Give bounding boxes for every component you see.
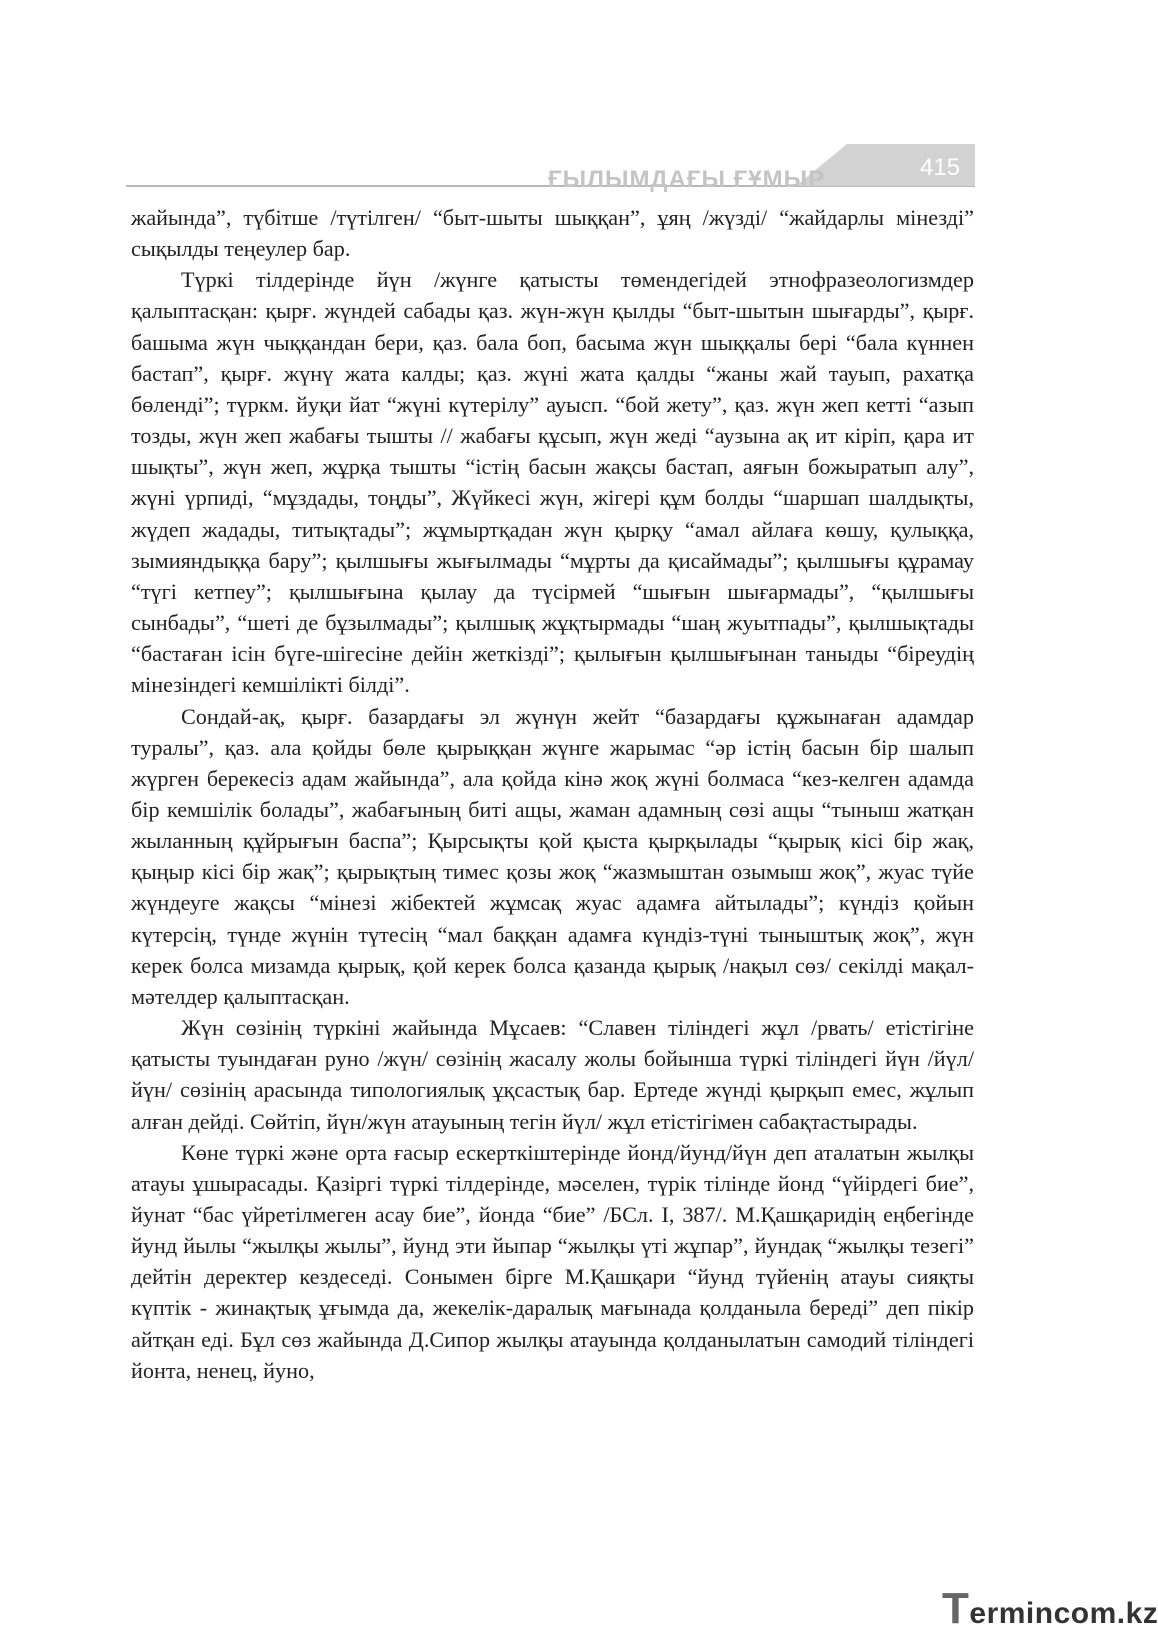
paragraph-4: Жүн сөзінің түркіні жайында Мұсаев: “Славен тіліндегі жұл /рвать/ етістігіне қатысты туындаған руно /жүн/ сөзінің жасалу жолы бойынша түркі тіліндегі йүн /йүл/йүн/ сөзінің арасында типологиялық ұқсастық бар. Ертеде жүнді қырқып емес, жұлып алған дейді. Сөйтіп, йүн/жүн атауының тегін йүл/ жұл етістігімен сабақтастырады. bbox=[131, 1015, 974, 1134]
watermark-lead-letter: T bbox=[942, 1584, 970, 1633]
site-watermark bbox=[942, 1584, 1158, 1634]
page-header bbox=[0, 0, 1158, 200]
paragraph-1: жайында”, түбітше /түтілген/ “быт-шыты шыққан”, ұяң /жүзді/ “жайдарлы мінезді” сықылды теңеулер бар. bbox=[131, 205, 974, 262]
watermark-o: o bbox=[1070, 1597, 1090, 1630]
paragraph-3: Сондай-ақ, қырғ. базардағы эл жүнүн жейт “базардағы құжынаған адамдар туралы”, қаз. ала қойды бөле қырыққан жүнге жарымас “әр істің басын бір шалып жүрген берекесіз адам жайында”, ала қойда кінә жоқ жүні болмаса “кез-келген адамда бір кемшілік болады”, жабағының биті ащы, жаман адамның сөзі ащы “тыныш жатқан жыланның құйрығын баспа”; Қырсықты қой қыста қырқылады “қырық кісі бір жақ, қыңыр кісі бір жақ”; қырықтың тимес қозы жоқ “жазмыштан озымыш жоқ”, жуас түйе жүндеуге жақсы “мінезі жібектей жұмсақ жуас адамға айтылады”; күндіз қойын күтерсің, түнде жүнін түтесің “мал баққан адамға күндіз-түні тыныштық жоқ”, жүн керек болса мизамда қырық, қой керек болса қазанда қырық /нақыл сөз/ секілді мақал-мәтелдер қалыптасқан. bbox=[131, 703, 974, 1009]
watermark-tail: m.kz bbox=[1089, 1597, 1158, 1630]
paragraph-5: Көне түркі және орта ғасыр ескерткіштерінде йонд/йунд/йүн деп аталатын жылқы атауы ұшырасады. Қазіргі түркі тілдерінде, мәселен, түрік тілінде йонд “үйірдегі бие”, йунат “бас үйретілмеген асау бие”, йонда “бие” /БСл. I, 387/. М.Қашқаридің еңбегінде йунд йылы “жылқы жылы”, йунд эти йыпар “жылқы үті жұпар”, йундақ “жылқы тезегі” дейтін деректер кездеседі. Сонымен бірге М.Қашқари “йунд түйенің атауы сияқты күптік - жинақтық ұғымда да, жекелік-даралық мағынада қолданыла береді” деп пікір айтқан еді. Бұл сөз жайында Д.Сипор жылқы атауында қолданылатын самодий тіліндегі йонта, ненец, йуно, bbox=[131, 1139, 974, 1383]
page-number: 415 bbox=[920, 154, 961, 181]
paragraph-2: Түркі тілдерінде йүн /жүнге қатысты төмендегідей этнофразеологизмдер қалыптасқан: қырғ. жүндей сабады қаз. жүн-жүн қылды “быт-шытын шығарды”, қырғ. башыма жүн чыққандан бери, қаз. бала боп, басыма жүн шыққалы бері “бала күннен бастап”, қырғ. жүнү жата калды; қаз. жүні жата қалды “жаны жай тауып, рахатқа бөленді”; түркм. йуқи йат “жүні күтерілу” ауысп. “бой жету”, қаз. жүн жеп кетті “азып тозды, жүн жеп жабағы тышты // жабағы құсып, жүн жеді “аузына ақ ит кіріп, қара ит шықты”, жүн жеп, жұрқа тышты “істің басын жақсы бастап, аяғын божыратып алу”, жүні үрпиді, “мұздады, тоңды”, Жүйкесі жүн, жігері құм болды “шаршап шалдықты, жүдеп жадады, титықтады”; жұмыртқадан жүн қырқу “амал айлаға көшу, қулыққа, зымияндыққа бару”; қылшығы жығылмады “мұрты да қисаймады”; қылшығы құрамау “түгі кетпеу”; қылшығына қылау да түсірмей “шығын шығармады”, “қылшығы сынбады”, “шеті де бұзылмады”; қылшық жұқтырмады “шаң жуытпады”, қылшықтады “бастаған ісін бүге-шігесіне дейін жеткізді”; қылығын қылшығынан таныды “біреудің мінезіндегі кемшілікті білді”. bbox=[131, 267, 974, 698]
running-header-title: ҒЫЛЫМДАҒЫ ҒҰМЫР bbox=[548, 166, 826, 193]
article-body bbox=[131, 202, 974, 1386]
watermark-text: erminc bbox=[969, 1597, 1071, 1630]
